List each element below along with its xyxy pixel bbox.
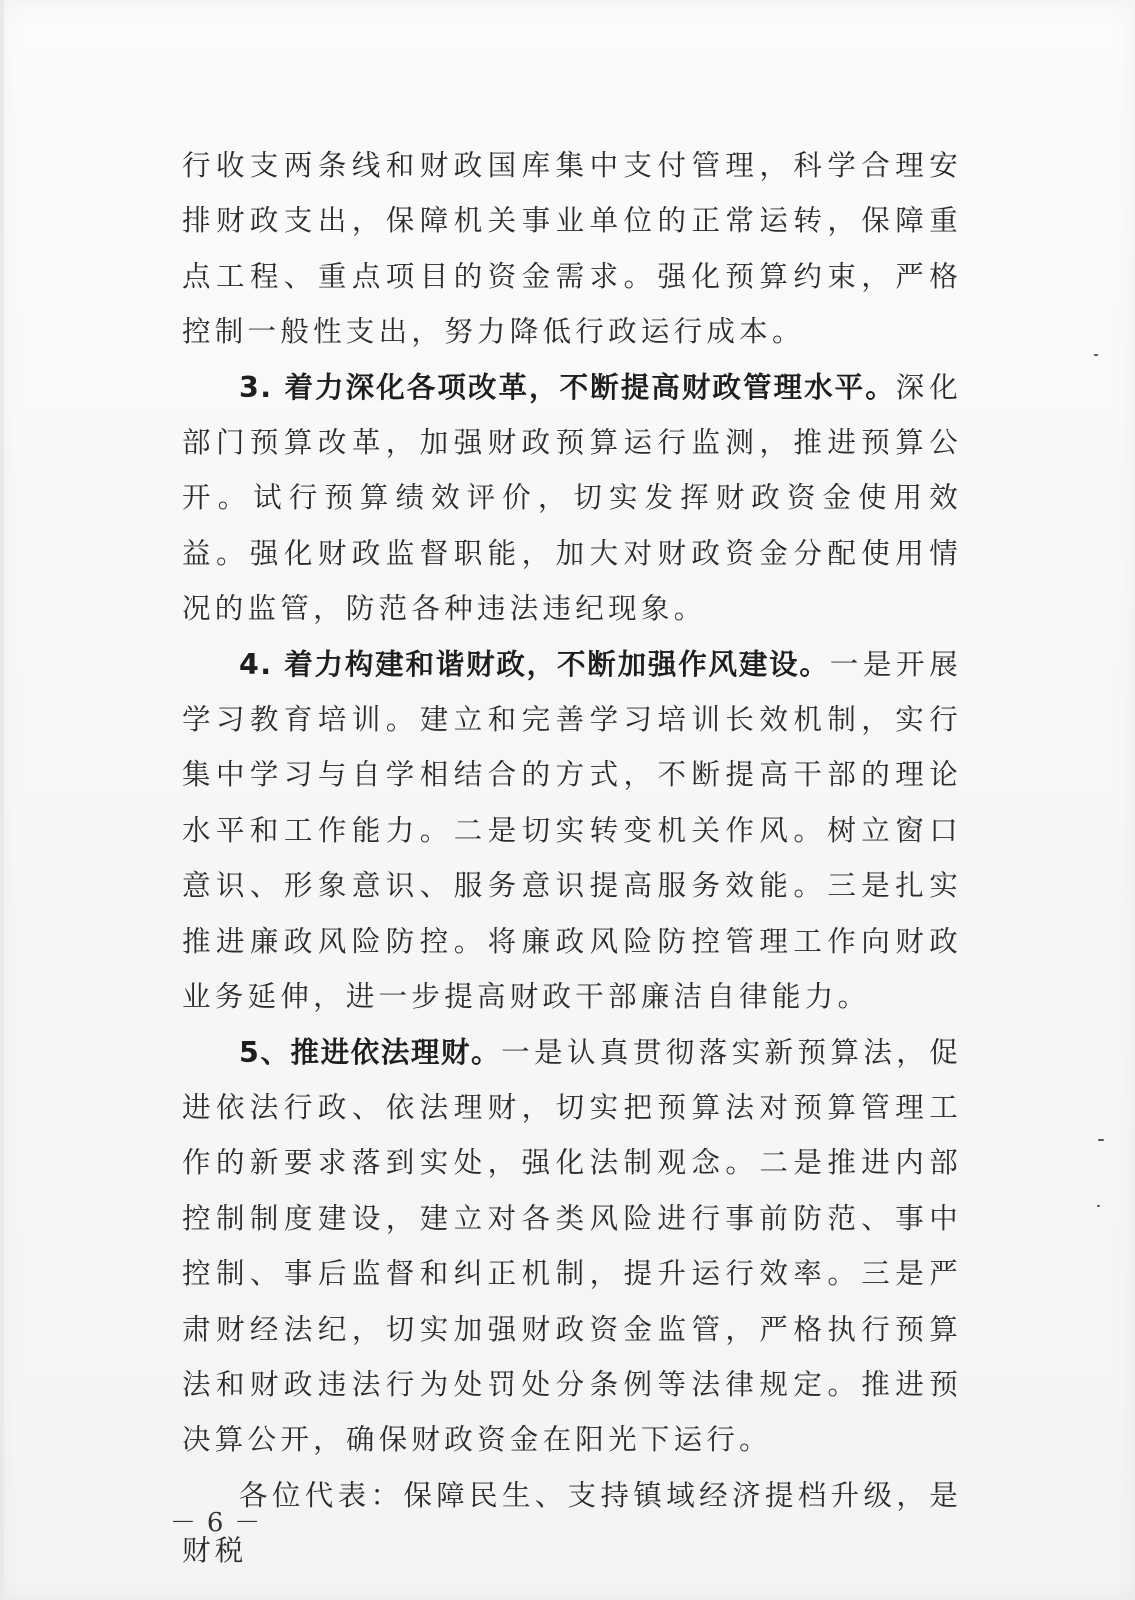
document-body	[182, 138, 962, 1579]
paragraph-heading: 3. 着力深化各项改革，不断提高财政管理水平。	[239, 370, 896, 404]
scan-speck	[1098, 1139, 1104, 1141]
paragraph-text: 各位代表：保障民生、支持镇域经济提档升级，是财税	[182, 1478, 962, 1568]
paragraph-item-4	[182, 637, 962, 1025]
paragraph-text: 一是认真贯彻落实新预算法，促进依法行政、依法理财，切实把预算法对预算管理工作的新要求落到实处，强化法制观念。二是推进内部控制制度建设，建立对各类风险进行事前防范、事中控制、事后监督和纠正机制，提升运行效率。三是严肃财经法纪，切实加强财政资金监管，严格执行预算法和财政违法行为处罚处分条例等法律规定。推进预决算公开，确保财政资金在阳光下运行。	[182, 1035, 963, 1457]
paragraph-text: 行收支两条线和财政国库集中支付管理，科学合理安排财政支出，保障机关事业单位的正常运转，保障重点工程、重点项目的资金需求。强化预算约束，严格控制一般性支出，努力降低行政运行成本。	[182, 149, 962, 349]
paragraph-item-5	[182, 1025, 962, 1468]
scan-speck	[1097, 1205, 1100, 1207]
page-left-edge	[0, 0, 4, 1600]
paragraph-continuation	[182, 138, 962, 360]
paragraph-text: 一是开展学习教育培训。建立和完善学习培训长效机制，实行集中学习与自学相结合的方式，不断提高干部的理论水平和工作能力。二是切实转变机关作风。树立窗口意识、形象意识、服务意识提高服务效能。三是扎实推进廉政风险防控。将廉政风险防控管理工作向财政业务延伸，进一步提高财政干部廉洁自律能力。	[182, 647, 962, 1014]
paragraph-item-3	[182, 360, 962, 637]
page-number: － 6 －	[170, 1508, 262, 1538]
paragraph-text: 深化部门预算改革，加强财政预算运行监测，推进预算公开。试行预算绩效评价，切实发挥财政资金使用效益。强化财政监督职能，加大对财政资金分配使用情况的监管，防范各种违法违纪现象。	[182, 370, 962, 626]
paragraph-heading: 4. 着力构建和谐财政，不断加强作风建设。	[239, 647, 830, 681]
paragraph-heading: 5、推进依法理财。	[239, 1035, 502, 1069]
scan-speck	[1094, 354, 1098, 356]
paragraph-address	[182, 1468, 962, 1579]
